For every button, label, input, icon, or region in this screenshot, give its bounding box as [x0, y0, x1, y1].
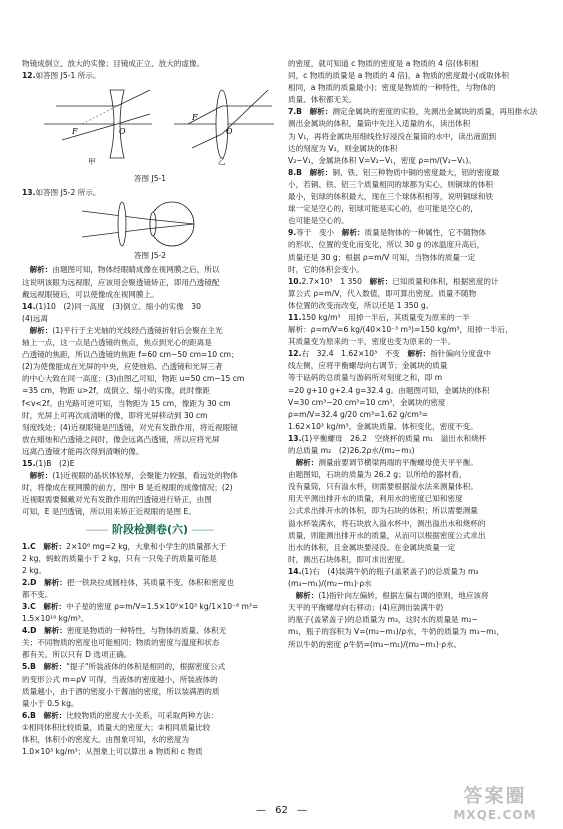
optical-center-label: O	[226, 127, 233, 137]
answer-11: 11.150 kg/m³ 用掉一半后，其质量变为原来的一半	[288, 312, 470, 322]
answer-9: 9.等于 变小 解析：质量是物体的一种属性，它不随物体	[288, 228, 487, 238]
text-line: 的中心大致在同一高度；(3)由图乙可知，物距 u=50 cm−15 cm	[22, 374, 245, 384]
title-decoration: ――	[191, 523, 214, 537]
text-line: 质量、体积都无关。	[288, 95, 357, 105]
analysis-15: 解析：(1)近视眼的晶状体较厚，会聚能力较强，看远处的物体	[29, 471, 238, 481]
focus-label: F	[192, 113, 198, 123]
text-line: =35 cm，物距 u>2f，成倒立、缩小的实像，此时像距	[22, 386, 210, 396]
text-line: 等于砝码的总质量与游码所对刻度之和，即 m	[288, 373, 443, 383]
text-line: 所以牛奶的密度 ρ牛奶=(m₃−m₁)/(m₂−m₁)·ρ水。	[288, 639, 462, 649]
answer-8: 8.B 解析：铜、铁、铝三种物质中铜的密度最大，铝的密度最	[288, 167, 500, 177]
right-column	[288, 58, 546, 651]
text-line: ρ=m/V=32.4 g/20 cm³=1.62 g/cm³=	[288, 409, 429, 419]
figure-label-yi: 乙	[218, 157, 226, 167]
figure-sublabels	[22, 157, 278, 172]
text-line: 2 kg，蚂蚁的质量小于 2 kg，只有一只兔子的质量可能是	[22, 553, 217, 563]
title-decoration: ――	[86, 523, 109, 537]
text-line: 溢水杯装满水，将石块放入溢水杯中，测出溢出水和烧杯的	[288, 518, 486, 528]
text-line: (2)为使像能成在光屏的中央，应使烛焰、凸透镜和光屏三者	[22, 362, 223, 372]
text-line: 1.0×10³ kg/m³；从图象上可以算出 a 物质和 c 物质	[22, 747, 203, 757]
left-column	[22, 58, 278, 758]
answer-12: 12.右 32.4 1.62×10³ 不变 解析：指针偏向分度盘中	[288, 349, 492, 359]
text-line: 质量，则能测出排开水的质量，从而可以根据密度公式求出	[288, 530, 486, 540]
text-line: 的形状、位置的变化而变化，所以 30 g 的冰温度升高后，	[288, 240, 485, 250]
text-line: 可知，E 是凹透镜，所以用来矫正近视眼的是图 E。	[22, 507, 196, 517]
text-line: 1.62×10³ kg/m³。金属块质量、体积变化，密度不变。	[288, 421, 478, 431]
text-line: V₂−V₁，金属块体积 V=V₂−V₁，密度 ρ=m/(V₂−V₁)。	[288, 155, 476, 165]
text-line: (4)远离	[22, 313, 48, 323]
text-line: 测出金属块的体积，量筒中先注入适量的水，读出体积	[288, 119, 471, 129]
lens-diagram-j5-1	[22, 82, 278, 160]
text-line: 1.5×10¹⁸ kg/m³。	[22, 614, 89, 624]
text-line: 质量越小，由于酒的密度小于酱油的密度，所以装满酒的质	[22, 686, 220, 696]
text-line: 同，c 物质的质量是 a 物质的 4 倍)，a 物质的密度最小(或取体积	[288, 71, 509, 81]
answer-5: 5.B 解析："提子"所装液体的体积是相同的，根据密度公式	[22, 662, 226, 672]
text-line: 没有量筒，只有溢水杯，则需要根据溢水法来测量体积。	[288, 482, 478, 492]
text-line: 远离凸透镜才能再次得到清晰的像。	[22, 446, 144, 456]
text-line: 轴上一点，这一点是凸透镜的焦点，焦点到光心的距离是	[22, 338, 212, 348]
text-line: 都有关。所以只有 D 选项正确。	[22, 650, 132, 660]
answer-2: 2.D 解析：把一铁块拉成圆柱体，其质量不变，体积和密度也	[22, 577, 234, 587]
text-line: 凸透镜的焦距，所以凸透镜的焦距 f=60 cm−50 cm=10 cm；	[22, 350, 239, 360]
eye-diagram-j5-2	[22, 199, 278, 249]
text-line: 由题图知，石块的质量为 26.2 g；以所给的器材看，	[288, 470, 467, 480]
watermark-logo: 答案圈 MXQE.COM	[453, 784, 537, 822]
answer-13: 13.(1)平衡螺母 26.2 空烧杯的质量 m₁ 溢出水和烧杯	[288, 433, 487, 443]
text-line: 天平的平衡螺母向右移动；(4)应测出装满牛奶	[288, 603, 444, 613]
text-line: 达的刻度为 V₂，则金属块的体积	[288, 143, 398, 153]
text-line: 关；不同物质的密度也可能相同；物质的密度与温度和状态	[22, 638, 220, 648]
focus-label: F	[72, 127, 78, 137]
question-13: 13.如答图 J5-2 所示。	[22, 188, 101, 198]
text-line: V=30 cm³−20 cm³=10 cm³，金属块的密度	[288, 397, 446, 407]
analysis-13: 解析：由题图可知，物体经眼睛成像在视网膜之后，所以	[29, 265, 220, 275]
text-line: 公式求出排开水的体积，即为石块的体积；所以需要测量	[288, 506, 478, 516]
text-line: 时，将像成在视网膜的前方，图中 B 是近视眼的成像情况；(2)	[22, 483, 233, 493]
text-line: 相同，a 物质的质量最小)；密度是物质的一种特性，与物体的	[288, 83, 496, 93]
analysis-14: 解析：(1)平行于主光轴的光线经凸透镜折射后会聚在主光	[29, 325, 223, 335]
text-line: 算公式 ρ=m/V，代入数值，即可算出密度。质量不随物	[288, 288, 477, 298]
text-line: 时，测出石块体积，即可求出密度。	[288, 554, 410, 564]
text-line: 为 V₁，再将金属块用细线拴好浸没在量筒的水中，读出液面到	[288, 131, 497, 141]
text-line: ①相同体积比较质量，质量大的密度大；②相同质量比较	[22, 722, 211, 732]
text-line: 最小，铝球的体积最大，现在三个球体积相等，说明铜球和铁	[288, 192, 494, 202]
answer-10: 10.2.7×10³ 1 350 解析：已知质量和体积，根据密度的计	[288, 276, 499, 286]
question-12: 12.如答图 J5-1 所示。	[22, 71, 101, 81]
answer-6: 6.B 解析：比较物质的密度大小关系，可采取两种方法：	[22, 710, 219, 720]
text-line: 的瓶子(盖紧盖子)的总质量为 m₃，这时水的质量是 m₂−	[288, 615, 478, 625]
text-line: 线左侧，应将平衡螺母向右调节；金属块的质量	[288, 361, 448, 371]
answer-7: 7.B 解析：测定金属块的密度的实验，先测出金属块的质量，再用排水法	[288, 107, 538, 117]
text-line: 量小于 0.5 kg。	[22, 698, 79, 708]
text-line: 其质量变为原来的一半，密度也变为原来的一半。	[288, 337, 456, 347]
section-title: ―― 阶段检测卷(六) ――	[86, 523, 214, 537]
text-line: 时，光屏上可再次成清晰的像，即将光屏移动到 30 cm	[22, 410, 208, 420]
text-line: 的密度，就可知道 c 物质的密度是 a 物质的 4 倍(体积相	[288, 59, 479, 68]
text-line: 的总质量 m₂ (2)26.2ρ水/(m₂−m₁)	[288, 446, 415, 455]
text-line: f<v<2f。由光路可逆可知，当物距为 15 cm，像距为 30 cm	[22, 398, 231, 408]
text-line: =20 g+10 g+2.4 g=32.4 g。由题图可知，金属块的体积	[288, 385, 490, 395]
figure-caption: 答图 J5-1	[133, 174, 167, 184]
analysis-13b: 解析：测量前要调节横梁两端的平衡螺母使天平平衡。	[295, 458, 478, 468]
text-line: 用天平测出排开水的质量，利用水的密度已知和密度	[288, 494, 463, 504]
answer-14: 14.(1)右 (4)装满牛奶的瓶子(盖紧盖子)的总质量为 m₃	[288, 566, 479, 576]
text-line: 这说明该眼为远视眼，应该用会聚透镜矫正，即用凸透镜配	[22, 277, 220, 287]
text-line: 近视眼需要佩戴对光有发散作用的凹透镜进行矫正，由图	[22, 495, 212, 505]
figure-caption: 答图 J5-2	[133, 251, 167, 261]
text-line: (m₃−m₁)/(m₂−m₁)·ρ水	[288, 579, 372, 589]
optical-center-label: O	[119, 127, 126, 137]
text-line: 2 kg。	[22, 565, 47, 575]
text-line: 体积，体积小的密度大。由图象可知，水的密度为	[22, 735, 190, 745]
text-line: 也可能是空心的。	[288, 216, 349, 226]
text-line: 质量还是 30 g；根据 ρ=m/V 可知，当物体的质量一定	[288, 252, 476, 262]
question-14: 14.(1)10 (2)同一高度 (3)倒立、缩小的实像 30	[22, 301, 201, 311]
answer-4: 4.D 解析：密度是物质的一种特性，与物体的质量、体积无	[22, 626, 227, 636]
question-15: 15.(1)B (2)E	[22, 458, 75, 468]
text-line: 解析：ρ=m/V=6 kg/(40×10⁻³ m³)=150 kg/m³，用掉一半后，	[288, 325, 513, 335]
analysis-14b: 解析：(1)指针向左偏转，根据左偏右调的原则，地应该将	[295, 591, 489, 601]
figure-label-jia: 甲	[88, 157, 96, 167]
text-line: 出水的体积，且金属块要浸没。在金属块质量一定	[288, 542, 456, 552]
page-number: — 62 —	[255, 805, 308, 816]
text-line: 戴远视眼镜后，可以使像成在视网膜上。	[22, 289, 159, 299]
text-line: 小，若铜、铁、铝三个质量相同的球都为实心，则铜球的体积	[288, 179, 494, 189]
text-line: 放在蜡烛和凸透镜之间时，像会远离凸透镜，所以应将光屏	[22, 434, 220, 444]
text-line: 球一定是空心的，铝球可能是实心的，也可能是空心的，	[288, 204, 478, 214]
text-line: 的变形公式 m=ρV 可得，当液体的密度越小，所装液体的	[22, 674, 218, 684]
text-line: 刻度线处；(4)近视眼镜是凹透镜，对光有发散作用，将近视眼镜	[22, 422, 238, 432]
text-line: 体位置的改变而改变，所以还是 1 350 g。	[288, 300, 434, 310]
text-line: 物镜成倒立、放大的实像；目镜成正立、放大的虚像。	[22, 59, 205, 68]
answer-3: 3.C 解析：中子星的密度 ρ=m/V=1.5×10⁹×10³ kg/1×10⁻⁶ m³=	[22, 602, 259, 611]
text-line: m₁，瓶子的容积为 V=(m₂−m₁)/ρ水，牛奶的质量为 m₃−m₁，	[288, 627, 505, 637]
text-line: 都不变。	[22, 589, 53, 599]
answer-1: 1.C 解析：2×10⁶ mg=2 kg，大象和小学生的质量都大于	[22, 541, 227, 551]
text-line: 时，它的体积会变小。	[288, 264, 364, 274]
